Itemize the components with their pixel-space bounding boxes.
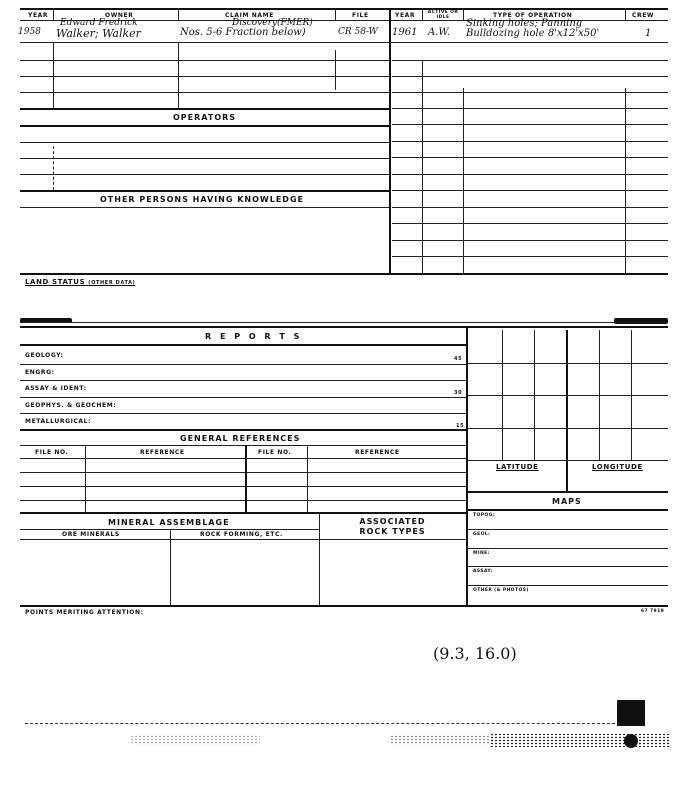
header-crew: CREW bbox=[632, 12, 655, 19]
header-claim-name: CLAIM NAME bbox=[225, 12, 274, 19]
general-references-heading: GENERAL REFERENCES bbox=[180, 434, 301, 443]
report-label-geology: GEOLOGY: bbox=[25, 352, 64, 359]
latitude-label: LATITUDE bbox=[496, 463, 539, 471]
entry-claim-line1: Discovery(FMER) bbox=[232, 18, 313, 28]
report-label-geophys: GEOPHYS. & GEOCHEM: bbox=[25, 402, 117, 409]
header-file: FILE bbox=[352, 12, 369, 19]
ref-header-reference-2: REFERENCE bbox=[355, 449, 400, 456]
report-number-assay: 30 bbox=[454, 390, 463, 396]
header-owner: OWNER bbox=[105, 12, 134, 19]
form-number: 67 7919 bbox=[641, 609, 665, 614]
report-label-metallurgical: METALLURGICAL: bbox=[25, 418, 92, 425]
entry-owner-line1: Edward Fredrick bbox=[60, 18, 138, 28]
entry-active-or-idle: A.W. bbox=[428, 27, 451, 38]
other-persons-heading: OTHER PERSONS HAVING KNOWLEDGE bbox=[100, 195, 304, 204]
handwritten-coordinates: (9.3, 16.0) bbox=[433, 644, 517, 663]
associated-rock-types-line2: ROCK TYPES bbox=[359, 527, 426, 536]
ref-header-file-no-1: FILE NO. bbox=[35, 449, 69, 456]
entry-op-year: 1961 bbox=[392, 27, 418, 38]
mineral-header-ore: ORE MINERALS bbox=[62, 531, 120, 538]
ref-header-reference-1: REFERENCE bbox=[140, 449, 185, 456]
maps-heading: MAPS bbox=[552, 497, 582, 506]
entry-year: 1958 bbox=[18, 27, 41, 37]
maps-other-photos: OTHER (& PHOTOS) bbox=[473, 588, 529, 593]
entry-file: CR 58-W bbox=[338, 27, 378, 37]
header-year: YEAR bbox=[28, 12, 49, 19]
report-label-assay: ASSAY & IDENT: bbox=[25, 385, 87, 392]
entry-owner-line2: Walker; Walker bbox=[56, 27, 141, 40]
mineral-assemblage-heading: MINERAL ASSEMBLAGE bbox=[108, 518, 230, 527]
points-meriting-attention: POINTS MERITING ATTENTION: bbox=[25, 609, 144, 616]
land-status-heading bbox=[25, 278, 135, 286]
scan-artifact-dot bbox=[624, 734, 638, 748]
scan-artifact bbox=[614, 318, 668, 324]
maps-topog: TOPOG: bbox=[473, 513, 495, 518]
maps-geol: GEOL: bbox=[473, 532, 491, 537]
operators-heading: OPERATORS bbox=[173, 113, 237, 122]
entry-crew: 1 bbox=[645, 28, 652, 39]
report-number-metallurgical: 15 bbox=[456, 423, 465, 429]
header-active-or-idle: ACTIVE OR IDLE bbox=[427, 10, 459, 20]
longitude-label: LONGITUDE bbox=[592, 463, 643, 471]
land-status-label: LAND STATUS bbox=[25, 278, 86, 286]
maps-mine: MINE: bbox=[473, 551, 490, 556]
associated-rock-types-line1: ASSOCIATED bbox=[359, 517, 426, 526]
maps-assay: ASSAY: bbox=[473, 569, 493, 574]
entry-operation-line2: Bulldozing hole 8'x12'x50' bbox=[466, 28, 600, 39]
reports-heading: R E P O R T S bbox=[205, 332, 303, 341]
scan-artifact-square bbox=[617, 700, 645, 726]
entry-operation-line1: Sinking holes; Panning bbox=[466, 18, 583, 29]
entry-claim-line2: Nos. 5-6 Fraction below) bbox=[180, 27, 306, 38]
report-number-geology: 45 bbox=[454, 356, 463, 362]
ref-header-file-no-2: FILE NO. bbox=[258, 449, 292, 456]
land-status-subtitle: (OTHER DATA) bbox=[88, 280, 136, 286]
header-type-of-operation: TYPE OF OPERATION bbox=[493, 12, 573, 19]
header-op-year: YEAR bbox=[395, 12, 416, 19]
mineral-header-rock-forming: ROCK FORMING, ETC. bbox=[200, 531, 283, 538]
report-label-engrg: ENGRG: bbox=[25, 369, 55, 376]
